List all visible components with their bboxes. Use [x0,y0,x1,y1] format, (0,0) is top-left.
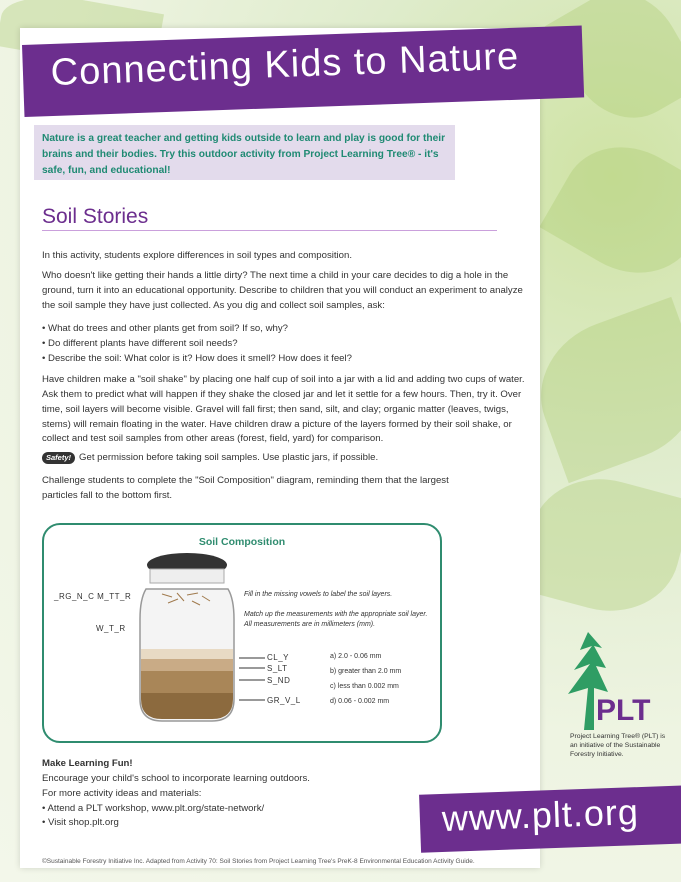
footer-credit: ©Sustainable Forestry Initiative Inc. Adapted from Activity 70: Soil Stories from Project Learning Tree's PreK-8 Environmental Education Activity Guide. [42,858,475,865]
paragraph-text: Who doesn't like getting their hands a little dirty? The next time a child in your care decides to dig a hole in the ground, turn it into an educational opportunity. Describe to children that you will conduct an experiment to analyze the soil sample they have just collected. As you dig and collect soil samples, ask: [42,270,523,311]
question-list [42,322,522,367]
list-item: • What do trees and other plants get from soil? If so, why? [42,322,522,337]
plt-tree-icon [558,632,658,732]
measurement-a: a) 2.0 - 0.06 mm [330,653,382,660]
paragraph-challenge [42,474,452,504]
leaf-shape [516,463,681,627]
plt-logo-text: PLT [596,694,651,727]
paragraph-text: Challenge students to complete the "Soil Composition" diagram, reminding them that the largest particles fall to the bottom first. [42,475,449,501]
safety-badge: Safety! [42,452,75,464]
gravel-label: GR_V_L [267,696,301,705]
sand-layer [141,671,233,693]
website-link[interactable]: www.plt.org [441,791,640,839]
gravel-layer [141,693,233,719]
clay-layer [141,649,233,659]
silt-label: S_LT [267,664,288,673]
jar-illustration [132,549,242,734]
organic-matter-label: _RG_N_C M_TT_R [54,592,132,601]
paragraph-text: Have children make a "soil shake" by placing one half cup of soil into a jar with a lid and adding two cups of water. Ask them to predict what will happen if they shake the closed jar and let it settle for a few hours. Then, try it. Over time, soil layers will become visible. Gravel will fall first; then sand, silt, and clay; organic matter (leaves, twigs, stems) will remain floating in the water. Have children draw a picture of the layers formed by their soil shake, or collect and test soil samples from other areas (forest, field, yard) for comparison. [42,374,525,445]
make-learning-fun [42,757,362,831]
diagram-title: Soil Composition [198,536,286,548]
paragraph-intro [42,249,530,264]
silt-layer [141,659,233,671]
workshop-link[interactable]: Attend a PLT workshop, www.plt.org/state-network/ [47,802,265,814]
jar-neck [150,569,224,583]
list-item: • Describe the soil: What color is it? How does it smell? How does it feel? [42,352,522,367]
list-item: • Do different plants have different soil needs? [42,337,522,352]
list-item[interactable]: • Attend a PLT workshop, www.plt.org/state-network/ [42,802,265,814]
instruction-vowels: Fill in the missing vowels to label the soil layers. [244,591,393,598]
intro-box: Nature is a great teacher and getting kids outside to learn and play is good for their brains and their bodies. Try this outdoor activity from Project Learning Tree® - it's safe, fun, and educational! [34,125,455,180]
measurement-c: c) less than 0.002 mm [330,683,399,690]
section-divider [42,230,497,231]
leaf-shape [521,297,681,483]
measurement-b: b) greater than 2.0 mm [330,668,402,675]
instruction-measurements: Match up the measurements with the appropriate soil layer. All measurements are in millimeters (mm). [244,611,428,628]
banner-title: Connecting Kids to Nature [50,35,520,94]
soil-composition-diagram [42,523,442,743]
plt-logo [558,632,658,737]
sand-label: S_ND [267,676,291,685]
learn-line: For more activity ideas and materials: [42,787,202,799]
paragraph-soil-shake [42,373,530,447]
paragraph-dig [42,269,530,314]
shop-link[interactable]: Visit shop.plt.org [48,817,119,829]
measurement-d: d) 0.06 - 0.002 mm [330,698,390,705]
safety-line [42,451,530,466]
water-label: W_T_R [96,624,126,633]
learn-line: Encourage your child's school to incorporate learning outdoors. [42,772,310,784]
website-banner[interactable] [419,785,681,852]
paragraph-text: In this activity, students explore differences in soil types and composition. [42,250,353,261]
plt-description: Project Learning Tree® (PLT) is an initiative of the Sustainable Forestry Initiative. [570,733,666,758]
section-title: Soil Stories [42,205,149,228]
layer-pointer-lines [239,650,269,705]
safety-text: Get permission before taking soil samples. Use plastic jars, if possible. [79,452,379,463]
list-item[interactable]: • Visit shop.plt.org [42,817,119,829]
leaf-shape [539,123,681,297]
learn-heading: Make Learning Fun! [42,758,133,769]
clay-label: CL_Y [267,653,290,662]
